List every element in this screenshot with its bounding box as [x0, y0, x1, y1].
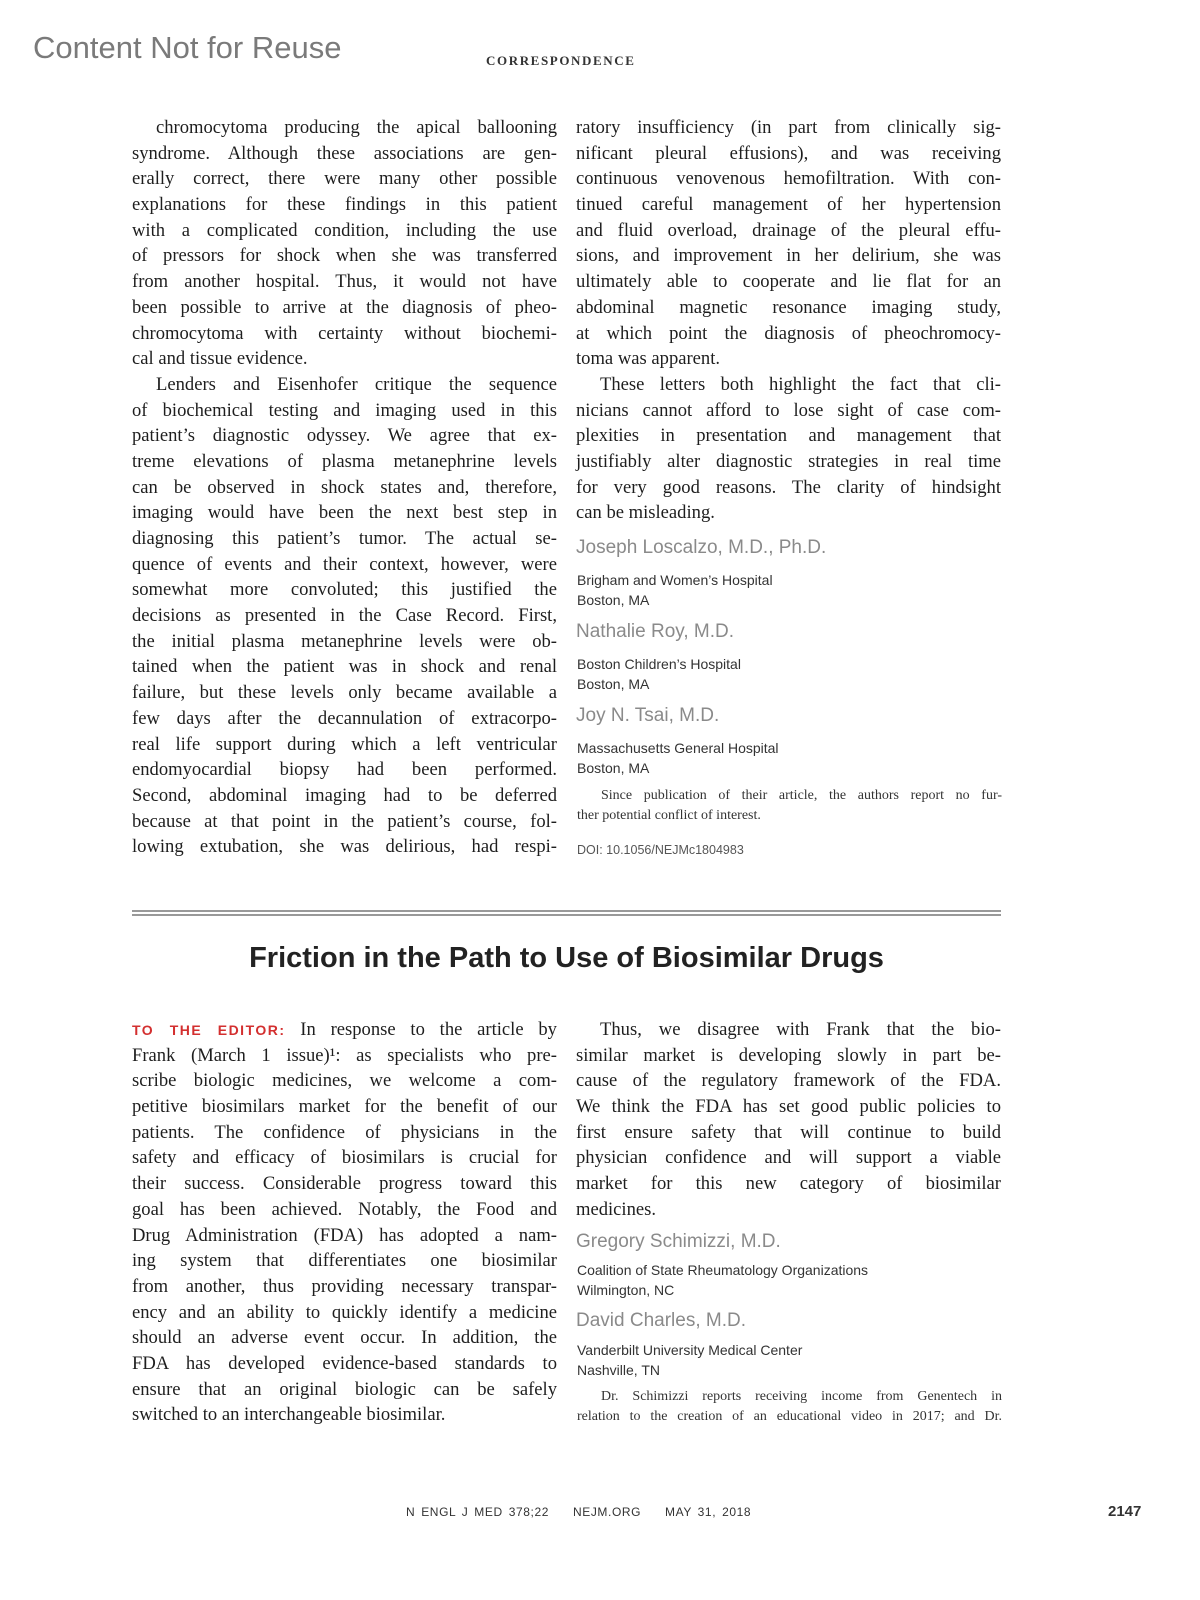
text-line: chromocytoma producing the apical ballooning [156, 117, 557, 138]
text-line: explanations for these findings in this patient [132, 194, 557, 216]
author-institution: Massachusetts General Hospital [577, 740, 779, 756]
text-line: market for this new category of biosimilar [576, 1173, 1001, 1195]
letter1-right-column [576, 115, 1001, 526]
author-name: Gregory Schimizzi, M.D. [576, 1231, 781, 1252]
author-name: Joy N. Tsai, M.D. [576, 705, 720, 726]
text-line: nificant pleural effusions), and was receiving [576, 142, 1001, 164]
text-line-content: In response to the article by [285, 1019, 557, 1040]
author-affiliation [577, 738, 779, 778]
text-line: goal has been achieved. Notably, the Food and [132, 1198, 557, 1220]
author-name: David Charles, M.D. [576, 1310, 746, 1331]
text-line: Drug Administration (FDA) has adopted a nam- [132, 1224, 557, 1246]
author-location: Nashville, TN [577, 1362, 660, 1378]
text-line: physician confidence and will support a viable [576, 1147, 1001, 1169]
author-location: Wilmington, NC [577, 1282, 675, 1298]
text-line: plexities in presentation and management that [576, 425, 1001, 447]
text-line: justifiably alter diagnostic strategies in real time [576, 450, 1001, 472]
text-line: at which point the diagnosis of pheochromocy- [576, 322, 1001, 344]
text-line: their success. Considerable progress toward this [132, 1173, 557, 1195]
text-line: from another, thus providing necessary transpar- [132, 1275, 557, 1297]
text-line: first ensure safety that will continue to build [576, 1121, 1001, 1143]
author-name: Nathalie Roy, M.D. [576, 621, 735, 642]
author-institution: Boston Children’s Hospital [577, 656, 741, 672]
text-line: patient’s diagnostic odyssey. We agree that ex- [132, 425, 557, 447]
text-line: ing system that differentiates one biosimilar [132, 1250, 557, 1272]
page-number: 2147 [1108, 1503, 1142, 1520]
text-line: of pressors for shock when she was transferred [132, 245, 557, 267]
disclosure-line: relation to the creation of an educational video in 2017; and Dr. [577, 1408, 1002, 1424]
text-line: safety and efficacy of biosimilars is crucial for [132, 1147, 557, 1169]
text-line: diagnosing this patient’s tumor. The actual se- [132, 528, 557, 549]
letter2-left-column [132, 1017, 557, 1428]
journal-citation: N ENGL J MED 378;22 [406, 1505, 550, 1519]
author-affiliation [577, 1340, 802, 1380]
author-institution: Brigham and Women’s Hospital [577, 572, 773, 588]
text-line: been possible to arrive at the diagnosis of pheo- [132, 296, 557, 318]
text-line: real life support during which a left ventricular [132, 733, 557, 755]
disclosure-line: Dr. Schimizzi reports receiving income from Genentech in [601, 1389, 1002, 1404]
text-line: patients. The confidence of physicians in the [132, 1121, 557, 1143]
text-line: continuous venovenous hemofiltration. With con- [576, 168, 1001, 190]
text-line: Second, abdominal imaging had to be deferred [132, 784, 557, 806]
disclosure-line: Since publication of their article, the authors report no fur- [601, 788, 1002, 803]
text-line: the initial plasma metanephrine levels were ob- [132, 630, 557, 652]
author-location: Boston, MA [577, 676, 650, 692]
text-line: from another hospital. Thus, it would not have [132, 271, 557, 293]
author-affiliation [577, 654, 741, 694]
text-line: decisions as presented in the Case Record. First, [132, 605, 557, 627]
text-line: Lenders and Eisenhofer critique the sequence [156, 373, 557, 395]
text-line: abdominal magnetic resonance imaging study, [576, 296, 1001, 318]
text-line: ency and an ability to quickly identify a medicine [132, 1301, 557, 1323]
text-line: nicians cannot afford to lose sight of case com- [576, 399, 1001, 421]
text-line: sions, and improvement in her delirium, she was [576, 245, 1001, 267]
disclosure [577, 1387, 1002, 1426]
text-line: syndrome. Although these associations are gen- [132, 142, 557, 164]
text-line: quence of events and their context, however, were [132, 553, 557, 575]
issue-date: MAY 31, 2018 [665, 1505, 752, 1519]
author-name: Joseph Loscalzo, M.D., Ph.D. [576, 537, 827, 558]
text-line: for very good reasons. The clarity of hindsight [576, 476, 1001, 498]
author-location: Boston, MA [577, 592, 650, 608]
text-line: failure, but these levels only became available a [132, 682, 557, 704]
text-line: with a complicated condition, including the use [132, 219, 557, 241]
text-line: similar market is developing slowly in part be- [576, 1044, 1001, 1066]
text-line: because at that point in the patient’s course, fol- [132, 810, 557, 832]
section-divider [132, 910, 1001, 916]
text-line: switched to an interchangeable biosimilar. [132, 1404, 446, 1426]
text-line: These letters both highlight the fact that cli- [600, 373, 1001, 395]
letter2-right-column [576, 1017, 1001, 1223]
letter1-left-column [132, 115, 557, 860]
text-line: tinued careful management of her hypertension [576, 194, 1001, 216]
text-line: of biochemical testing and imaging used in this [132, 399, 557, 421]
author-affiliation [577, 1260, 868, 1300]
author-affiliation [577, 570, 773, 610]
text-line: scribe biologic medicines, we welcome a com- [132, 1070, 557, 1092]
text-line: few days after the decannulation of extracorpo- [132, 707, 557, 729]
text-line [132, 1017, 557, 1043]
text-line: Thus, we disagree with Frank that the bio- [600, 1019, 1001, 1040]
text-line: Frank (March 1 issue)¹: as specialists who pre- [132, 1044, 557, 1066]
section-header: CORRESPONDENCE [486, 53, 636, 68]
text-line: erally correct, there were many other possible [132, 168, 557, 190]
text-line: imaging would have been the next best step in [132, 502, 557, 524]
text-line: ratory insufficiency (in part from clinically sig- [576, 117, 1001, 138]
text-line: should an adverse event occur. In addition, the [132, 1327, 557, 1349]
journal-site: NEJM.ORG [572, 1505, 642, 1519]
text-line: chromocytoma with certainty without biochemi- [132, 322, 557, 344]
disclosure [577, 786, 1002, 825]
disclosure-line: ther potential conflict of interest. [577, 807, 761, 823]
text-line: somewhat more convoluted; this justified the [132, 579, 557, 601]
text-line: medicines. [576, 1198, 657, 1220]
text-line: cal and tissue evidence. [132, 348, 308, 370]
watermark: Content Not for Reuse [33, 30, 342, 65]
text-line: ensure that an original biologic can be safely [132, 1378, 557, 1400]
author-institution: Vanderbilt University Medical Center [577, 1342, 803, 1358]
text-line: FDA has developed evidence-based standards to [132, 1352, 557, 1374]
doi: DOI: 10.1056/NEJMc1804983 [577, 843, 744, 857]
text-line: lowing extubation, she was delirious, had respi- [132, 836, 557, 858]
text-line: petitive biosimilars market for the benefit of our [132, 1096, 557, 1118]
footer [406, 1505, 769, 1519]
text-line: endomyocardial biopsy had been performed. [132, 759, 557, 781]
lead-in: TO THE EDITOR: [132, 1022, 286, 1038]
text-line: toma was apparent. [576, 348, 721, 370]
text-line: can be misleading. [576, 502, 715, 524]
text-line: ultimately able to cooperate and lie flat for an [576, 271, 1001, 293]
author-location: Boston, MA [577, 760, 650, 776]
text-line: treme elevations of plasma metanephrine levels [132, 450, 557, 472]
text-line: tained when the patient was in shock and renal [132, 656, 557, 678]
text-line: cause of the regulatory framework of the FDA. [576, 1070, 1001, 1092]
text-line: We think the FDA has set good public policies to [576, 1096, 1001, 1118]
article-title: Friction in the Path to Use of Biosimilar Drugs [249, 942, 884, 974]
text-line: can be observed in shock states and, therefore, [132, 476, 557, 498]
text-line: and fluid overload, drainage of the pleural effu- [576, 219, 1001, 241]
author-institution: Coalition of State Rheumatology Organizations [577, 1262, 869, 1278]
